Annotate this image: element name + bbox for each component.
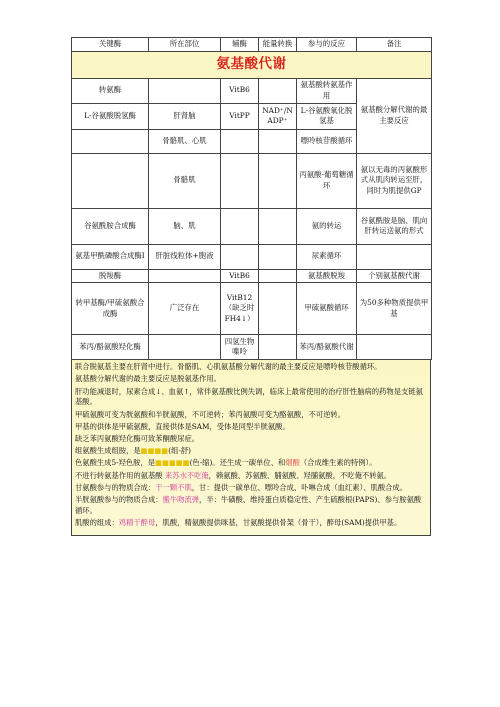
table-row xyxy=(72,244,432,269)
table-row xyxy=(72,153,432,208)
note-cell xyxy=(357,244,432,269)
note-line: 甲硫氨酸可变为胱氨酸和半胱氨酸，不可逆转；苯丙氨酸可变为酪氨酸，不可逆转。 xyxy=(75,409,345,419)
note-line: 缺乏苯丙氨酸羟化酶可致苯酮酸尿症。 xyxy=(75,433,200,443)
reaction-cell: 嘌呤核苷酸循环 xyxy=(297,129,357,153)
energy-cell xyxy=(259,129,297,153)
coenzyme-cell: VitB12（缺乏时FH4↓） xyxy=(221,283,259,335)
enzyme-cell: 氨基甲酰磷酸合成酶Ⅰ xyxy=(72,244,149,269)
table-row xyxy=(72,78,432,103)
mnemonic-non-transamination: 来苏水不吃俺 xyxy=(164,470,209,480)
location-cell: 骨骼肌 xyxy=(149,153,221,208)
energy-cell xyxy=(259,283,297,335)
note-cell: 氨基酸分解代谢的最主要反应 xyxy=(357,78,432,153)
table-row xyxy=(72,269,432,283)
location-cell: 骨骼肌、心肌 xyxy=(149,129,221,153)
header-coenzyme: 辅酶 xyxy=(221,38,259,52)
header-reaction: 参与的反应 xyxy=(297,38,357,52)
note-line: 氨基酸分解代谢的最主要反应是脱氨基作用。 xyxy=(75,374,221,384)
note-line: 肝功能减退时，尿素合成↓、血氨↑，常伴氨基酸比例失调，临床上最常使用的治疗肝性脑病的药物是支链氨基酸。 xyxy=(75,386,423,407)
note-line: 联合脱氨基主要在肝肾中进行。骨骼肌、心肌氨基酸分解代谢的最主要反应是嘌呤核苷酸循环。 xyxy=(75,362,382,372)
note-line: 组氨酸生成组胺，是■■■■(组-舒) xyxy=(75,446,192,456)
note-cell: 个别氨基酸代谢 xyxy=(357,269,432,283)
enzyme-cell: L-谷氨酸脱氢酶 xyxy=(72,103,149,129)
coenzyme-cell: 四氢生物喋呤 xyxy=(221,335,259,360)
section-title: 氨基酸代谢 xyxy=(72,51,432,78)
enzyme-cell: 脱羧酶 xyxy=(72,269,149,283)
location-cell xyxy=(149,335,221,360)
enzyme-cell: 转甲基酶/甲硫氨酸合成酶 xyxy=(72,283,149,335)
energy-cell xyxy=(259,153,297,208)
energy-cell: NAD⁺/NADP⁺ xyxy=(259,103,297,129)
enzyme-cell xyxy=(72,129,149,153)
table-row xyxy=(72,208,432,244)
reaction-cell: 苯丙/酪氨酸代谢 xyxy=(297,335,357,360)
table-row xyxy=(72,283,432,335)
location-cell: 肝脏线粒体+胞液 xyxy=(149,244,221,269)
note-cell: 为50多种物质提供甲基 xyxy=(357,283,432,335)
energy-cell xyxy=(259,78,297,103)
mnemonic-cysteine: 搬牛吻流弹 xyxy=(162,494,200,504)
coenzyme-cell xyxy=(221,244,259,269)
header-location: 所在部位 xyxy=(149,38,221,52)
coenzyme-cell xyxy=(221,153,259,208)
location-cell xyxy=(149,269,221,283)
notes-section xyxy=(71,360,431,536)
note-line: 不进行转氨基作用的氨基酸 来苏水不吃俺，赖氨酸、苏氨酸、脯氨酸、羟脯氨酸，不吃俺不转氨。 xyxy=(75,470,392,480)
mnemonic-serotonin: ■■■■■ xyxy=(155,458,190,468)
reaction-cell: L-谷氨酸氧化脱氢基 xyxy=(297,103,357,129)
location-cell xyxy=(149,78,221,103)
header-row xyxy=(72,38,432,52)
reaction-cell: 氨基酸脱羧 xyxy=(297,269,357,283)
energy-cell xyxy=(259,244,297,269)
note-cell xyxy=(357,335,432,360)
location-cell: 脑、肌 xyxy=(149,208,221,244)
coenzyme-cell xyxy=(221,208,259,244)
note-line: 甘氨酸参与的物质合成：干一颗不肌，甘：提供一碳单位、嘌呤合成、卟啉合成（血红素）、肌酸合成。 xyxy=(75,482,408,492)
location-cell: 广泛存在 xyxy=(149,283,221,335)
reaction-cell: 甲硫氨酸循环 xyxy=(297,283,357,335)
enzyme-cell: 转氨酶 xyxy=(72,78,149,103)
reaction-cell: 氨的转运 xyxy=(297,208,357,244)
table-row xyxy=(72,335,432,360)
enzyme-cell: 谷氨酰胺合成酶 xyxy=(72,208,149,244)
reaction-cell: 氨基酸转氨基作用 xyxy=(297,78,357,103)
enzyme-cell: 苯丙/酪氨酸羟化酶 xyxy=(72,335,149,360)
note-line: 色氨酸生成5-羟色胺，是■■■■■(色-缩)。还生成一碳单位、和烟酸（合成维生素的特例）。 xyxy=(75,458,377,468)
energy-cell xyxy=(259,269,297,283)
note-line: 肌酸的组成：鸡精干醉母，肌酸，精氨酸提供咪基，甘氨酸提供骨架（骨干），醉母(SAM)提供甲基。 xyxy=(75,517,402,527)
location-cell: 肝肾脑 xyxy=(149,103,221,129)
coenzyme-cell: VitPP xyxy=(221,103,259,129)
reaction-cell: 尿素循环 xyxy=(297,244,357,269)
document-page xyxy=(71,37,431,536)
note-cell: 氨以无毒的丙氨酸形式从肌肉转运至肝，同时为肌提供GP xyxy=(357,153,432,208)
note-line: 甲基的供体是甲硫氨酸，直接供体是SAM，受体是同型半胱氨酸。 xyxy=(75,421,290,431)
coenzyme-cell xyxy=(221,129,259,153)
energy-cell xyxy=(259,335,297,360)
coenzyme-cell: VitB6 xyxy=(221,78,259,103)
note-line: 半胱氨酸参与的物质合成：搬牛吻流弹，半：牛磺酸、维持蛋白质稳定性、产生硫酸根(PAPS)、参与胺氨酸循环。 xyxy=(75,494,422,515)
mnemonic-creatine: 鸡精干醉母 xyxy=(118,517,156,527)
coenzyme-cell: VitB6 xyxy=(221,269,259,283)
mnemonic-histamine: ■■■■ xyxy=(140,446,169,456)
energy-cell xyxy=(259,208,297,244)
note-cell: 谷氨酰胺是脑、肌向肝转运送氨的形式 xyxy=(357,208,432,244)
header-energy: 能量转换 xyxy=(259,38,297,52)
amino-acid-metabolism-table xyxy=(71,37,432,360)
enzyme-cell xyxy=(72,153,149,208)
header-key-enzyme: 关键酶 xyxy=(72,38,149,52)
header-note: 备注 xyxy=(357,38,432,52)
reaction-cell: 丙氨酸-葡萄糖循环 xyxy=(297,153,357,208)
mnemonic-glycine: 干一颗不肌 xyxy=(155,482,192,492)
